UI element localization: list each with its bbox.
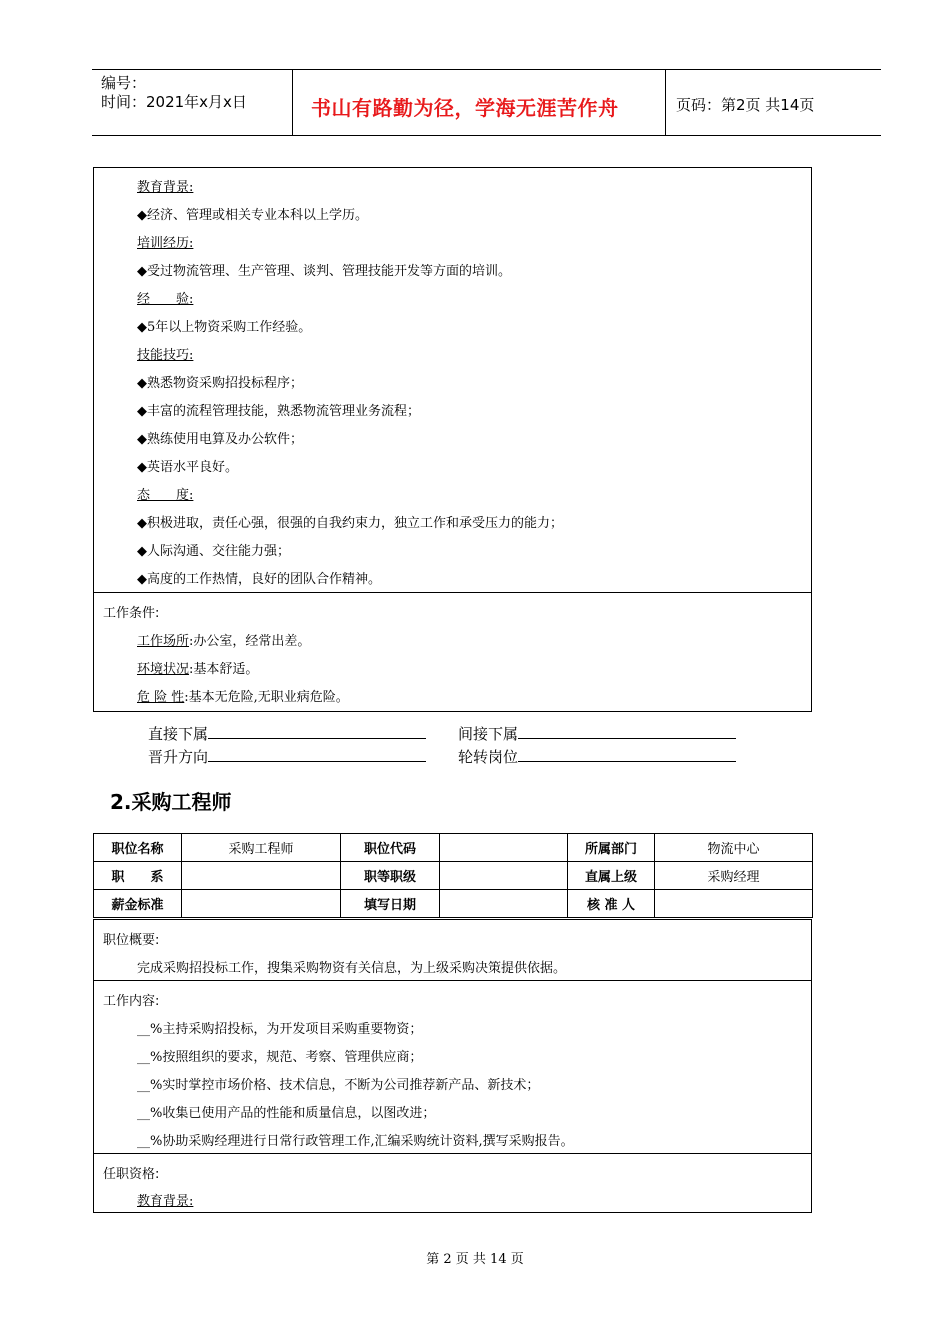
approver-value [655,890,813,918]
training-item: ◆受过物流管理、生产管理、谈判、管理技能开发等方面的培训。 [137,264,511,279]
experience-heading: 经 验: [137,292,194,307]
work-content-item: __%按照组织的要求，规范、考察、管理供应商； [137,1050,423,1065]
doc-number-label: 编号： [101,74,147,92]
overview-box [93,919,812,981]
indirect-subordinate-field [458,723,736,744]
attitude-heading: 态 度: [137,488,194,503]
conditions-box [93,592,812,712]
overview-text: 完成采购招投标工作，搜集采购物资有关信息，为上级采购决策提供依据。 [137,961,567,976]
skills-item: ◆丰富的流程管理技能，熟悉物流管理业务流程； [137,404,420,419]
rotation-field [458,746,736,767]
table-row [94,862,813,890]
work-content-box [93,980,812,1154]
promotion-field [148,746,426,767]
position-name-label: 职位名称 [94,834,182,862]
department-value: 物流中心 [655,834,813,862]
workplace-label: 工作场所 [137,634,190,649]
experience-item: ◆5年以上物资采购工作经验。 [137,320,312,335]
work-content-item: __%协助采购经理进行日常行政管理工作,汇编采购统计资料,撰写采购报告。 [137,1134,574,1149]
rotation-label: 轮转岗位 [458,748,519,766]
workplace-value: :办公室，经常出差。 [189,634,311,649]
fill-date-value [440,890,568,918]
page-number-label: 页码：第2页 共14页 [676,96,815,114]
position-name-value: 采购工程师 [182,834,341,862]
workplace-line [137,630,310,649]
environment-label: 环境状况 [137,662,190,677]
indirect-subordinate-blank[interactable] [518,724,736,739]
qualification-box [93,167,812,593]
attitude-item: ◆高度的工作热情，良好的团队合作精神。 [137,572,381,587]
job-family-label: 职 系 [94,862,182,890]
work-content-title: 工作内容: [103,994,160,1009]
direct-subordinate-blank[interactable] [208,724,426,739]
table-row [94,890,813,918]
table-row [94,834,813,862]
supervisor-label: 直属上级 [568,862,655,890]
fill-date-label: 填写日期 [341,890,440,918]
qualification-start-box [93,1153,812,1213]
approver-label: 核 准 人 [568,890,655,918]
direct-subordinate-field [148,723,426,744]
header-divider-right [665,70,666,136]
skills-item: ◆英语水平良好。 [137,460,238,475]
promotion-blank[interactable] [208,747,426,762]
work-content-item: __%实时掌控市场价格、技术信息，不断为公司推荐新产品、新技术； [137,1078,540,1093]
doc-time-label: 时间：2021年x月x日 [101,93,247,111]
indirect-subordinate-label: 间接下属 [458,725,519,743]
attitude-item: ◆人际沟通、交往能力强； [137,544,290,559]
qualification-edu-heading: 教育背景: [137,1194,194,1209]
qualification-title: 任职资格: [103,1167,160,1182]
skills-heading: 技能技巧: [137,348,194,363]
department-label: 所属部门 [568,834,655,862]
edu-background-item: ◆经济、管理或相关专业本科以上学历。 [137,208,368,223]
rotation-blank[interactable] [518,747,736,762]
position-code-value [440,834,568,862]
header-divider-left [292,70,293,136]
promotion-label: 晋升方向 [148,748,209,766]
header-bottom-rule [92,135,881,136]
skills-item: ◆熟悉物资采购招投标程序； [137,376,303,391]
risk-line [137,686,349,705]
work-content-item: __%收集已使用产品的性能和质量信息，以图改进； [137,1106,436,1121]
training-heading: 培训经历: [137,236,194,251]
direct-subordinate-label: 直接下属 [148,725,209,743]
environment-value: :基本舒适。 [189,662,259,677]
header-top-rule [92,69,881,70]
risk-label: 危 险 性 [137,690,185,705]
conditions-title: 工作条件: [103,606,160,621]
attitude-item: ◆积极进取，责任心强，很强的自我约束力，独立工作和承受压力的能力； [137,516,563,531]
edu-background-heading: 教育背景: [137,180,194,195]
risk-value: :基本无危险,无职业病危险。 [184,690,349,705]
job-family-value [182,862,341,890]
header-motto: 书山有路勤为径，学海无涯苦作舟 [311,96,619,120]
page-footer: 第 2 页 共 14 页 [426,1252,524,1267]
salary-label: 薪金标准 [94,890,182,918]
skills-item: ◆熟练使用电算及办公软件； [137,432,303,447]
grade-value [440,862,568,890]
environment-line [137,658,258,677]
position-info-table [93,833,813,918]
overview-title: 职位概要: [103,933,160,948]
work-content-item: __%主持采购招投标，为开发项目采购重要物资； [137,1022,423,1037]
grade-label: 职等职级 [341,862,440,890]
position-code-label: 职位代码 [341,834,440,862]
supervisor-value: 采购经理 [655,862,813,890]
section-title: 2.采购工程师 [110,790,232,814]
salary-value [182,890,341,918]
